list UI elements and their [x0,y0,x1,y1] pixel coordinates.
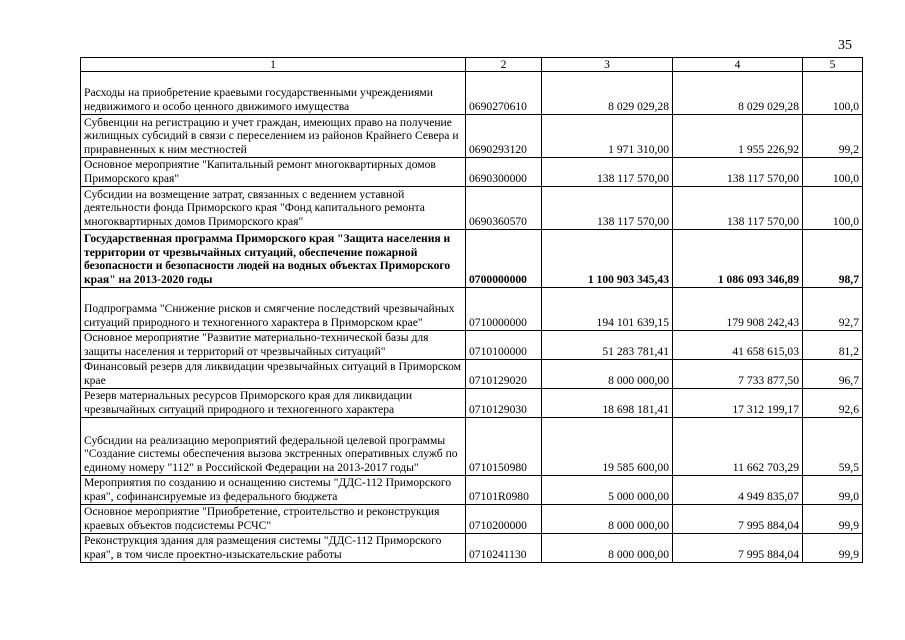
row-percent-cell: 99,2 [803,115,863,158]
row-percent-cell: 98,7 [803,230,863,288]
row-name-cell: Государственная программа Приморского края "Защита населения и территории от чрезвычайных ситуаций, обеспечение пожарной безопасности и безопасности людей на водных объектах Приморского края" на 2013-2020 годы [81,230,466,288]
table-row [81,389,863,418]
row-percent-cell: 100,0 [803,72,863,115]
row-code-cell: 0700000000 [466,230,542,288]
row-percent-cell: 81,2 [803,331,863,360]
row-actual-cell: 1 955 226,92 [673,115,803,158]
row-code-cell: 0690300000 [466,158,542,187]
page-number: 35 [838,38,852,53]
row-planned-cell: 8 000 000,00 [542,505,673,534]
row-planned-cell: 138 117 570,00 [542,158,673,187]
row-planned-cell: 1 971 310,00 [542,115,673,158]
row-planned-cell: 19 585 600,00 [542,418,673,476]
row-code-cell: 0690360570 [466,187,542,230]
row-code-cell: 0710200000 [466,505,542,534]
row-percent-cell: 92,6 [803,389,863,418]
row-percent-cell: 99,0 [803,476,863,505]
column-header-2: 2 [466,58,542,72]
row-percent-cell: 99,9 [803,534,863,563]
row-actual-cell: 7 995 884,04 [673,505,803,534]
table-body [81,72,863,563]
table-row [81,360,863,389]
table-row [81,476,863,505]
row-percent-cell: 92,7 [803,288,863,331]
row-actual-cell: 179 908 242,43 [673,288,803,331]
row-percent-cell: 100,0 [803,187,863,230]
row-name-cell: Расходы на приобретение краевыми государственными учреждениями недвижимого и особо ценного движимого имущества [81,72,466,115]
row-planned-cell: 8 000 000,00 [542,360,673,389]
row-planned-cell: 194 101 639,15 [542,288,673,331]
row-percent-cell: 100,0 [803,158,863,187]
row-name-cell: Субсидии на реализацию мероприятий федеральной целевой программы "Создание системы обеспечения вызова экстренных оперативных служб по единому номеру "112" в Российской Федерации на 2013-2017 годы" [81,418,466,476]
row-actual-cell: 7 733 877,50 [673,360,803,389]
row-code-cell: 0710241130 [466,534,542,563]
row-code-cell: 0710100000 [466,331,542,360]
row-percent-cell: 59,5 [803,418,863,476]
table-row [81,331,863,360]
row-code-cell: 0710129020 [466,360,542,389]
table-row [81,230,863,288]
row-actual-cell: 4 949 835,07 [673,476,803,505]
row-planned-cell: 8 029 029,28 [542,72,673,115]
row-code-cell: 07101R0980 [466,476,542,505]
row-name-cell: Резерв материальных ресурсов Приморского края для ликвидации чрезвычайных ситуаций природного и техногенного характера [81,389,466,418]
row-percent-cell: 99,9 [803,505,863,534]
budget-table [80,57,863,563]
row-actual-cell: 7 995 884,04 [673,534,803,563]
table-row [81,534,863,563]
column-header-4: 4 [673,58,803,72]
row-name-cell: Основное мероприятие "Приобретение, строительство и реконструкция краевых объектов подсистемы РСЧС" [81,505,466,534]
table-row [81,505,863,534]
row-planned-cell: 138 117 570,00 [542,187,673,230]
row-name-cell: Основное мероприятие "Развитие материально-технической базы для защиты населения и территорий от чрезвычайных ситуаций" [81,331,466,360]
row-actual-cell: 11 662 703,29 [673,418,803,476]
column-header-1: 1 [81,58,466,72]
row-name-cell: Основное мероприятие "Капитальный ремонт многоквартирных домов Приморского края" [81,158,466,187]
table-row [81,115,863,158]
table-row [81,288,863,331]
row-planned-cell: 1 100 903 345,43 [542,230,673,288]
row-planned-cell: 51 283 781,41 [542,331,673,360]
row-name-cell: Подпрограмма "Снижение рисков и смягчение последствий чрезвычайных ситуаций природного и техногенного характера в Приморском крае" [81,288,466,331]
column-number-row [81,58,863,72]
row-planned-cell: 8 000 000,00 [542,534,673,563]
table-row [81,72,863,115]
row-code-cell: 0710000000 [466,288,542,331]
row-code-cell: 0710129030 [466,389,542,418]
row-actual-cell: 17 312 199,17 [673,389,803,418]
row-name-cell: Реконструкция здания для размещения системы "ДДС-112 Приморского края", в том числе проектно-изыскательские работы [81,534,466,563]
row-actual-cell: 41 658 615,03 [673,331,803,360]
row-actual-cell: 8 029 029,28 [673,72,803,115]
column-header-3: 3 [542,58,673,72]
row-actual-cell: 138 117 570,00 [673,158,803,187]
row-name-cell: Субвенции на регистрацию и учет граждан, имеющих право на получение жилищных субсидий в связи с переселением из районов Крайнего Севера и приравненных к ним местностей [81,115,466,158]
row-name-cell: Финансовый резерв для ликвидации чрезвычайных ситуаций в Приморском крае [81,360,466,389]
row-code-cell: 0690270610 [466,72,542,115]
row-percent-cell: 96,7 [803,360,863,389]
row-name-cell: Мероприятия по созданию и оснащению системы "ДДС-112 Приморского края", софинансируемые из федерального бюджета [81,476,466,505]
row-code-cell: 0710150980 [466,418,542,476]
row-actual-cell: 138 117 570,00 [673,187,803,230]
table-row [81,187,863,230]
row-name-cell: Субсидии на возмещение затрат, связанных с ведением уставной деятельности фонда Приморского края "Фонд капитального ремонта многоквартирных домов Приморского края" [81,187,466,230]
row-actual-cell: 1 086 093 346,89 [673,230,803,288]
row-code-cell: 0690293120 [466,115,542,158]
table-row [81,418,863,476]
row-planned-cell: 18 698 181,41 [542,389,673,418]
row-planned-cell: 5 000 000,00 [542,476,673,505]
column-header-5: 5 [803,58,863,72]
table-row [81,158,863,187]
